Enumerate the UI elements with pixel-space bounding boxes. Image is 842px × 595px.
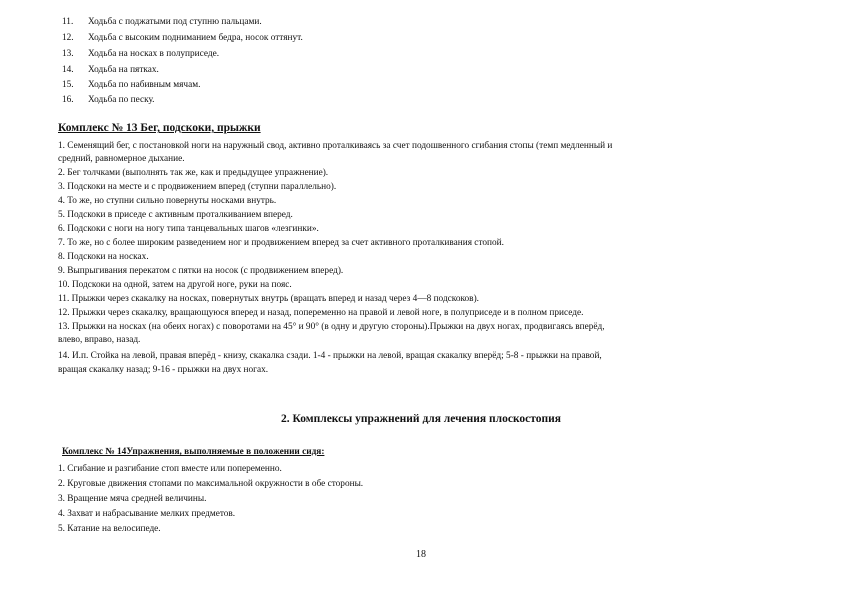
list-item: Ходьба на носках в полуприседе.	[88, 49, 220, 59]
complex-13-heading: Комплекс № 13 Бег, подскоки, прыжки	[58, 122, 261, 134]
list-item: 1. Сгибание и разгибание стоп вместе или попеременно.	[58, 464, 282, 474]
paragraph-line: 9. Выпрыгивания перекатом с пятки на носок (с продвижением вперед).	[58, 266, 344, 276]
paragraph-line: 2. Бег толчками (выполнять так же, как и предыдущее упражнение).	[58, 168, 329, 178]
paragraph-line: средний, равномерное дыхание.	[58, 154, 185, 164]
paragraph-line: 12. Прыжки через скакалку, вращающуюся вперед и назад, попеременно на правой и левой ноге, в полуприседе и в полном приседе.	[58, 308, 584, 318]
complex-14-heading: Комплекс № 14Упражнения, выполняемые в положении сидя:	[62, 447, 325, 457]
paragraph-line: 13. Прыжки на носках (на обеих ногах) с поворотами на 45° и 90° (в одну и другую стороны).Прыжки на двух ногах, продвигаясь вперёд,	[58, 322, 605, 332]
paragraph-line: 14. И.п. Стойка на левой, правая вперёд - книзу, скакалка сзади. 1-4 - прыжки на левой, вращая скакалку вперёд; 5-8 - прыжки на правой,	[58, 351, 602, 361]
list-item: 5. Катание на велосипеде.	[58, 524, 161, 534]
paragraph-line: 3. Подскоки на месте и с продвижением вперед (ступни параллельно).	[58, 182, 337, 192]
list-item: Ходьба с поджатыми под ступню пальцами.	[88, 17, 262, 27]
paragraph-line: 4. То же, но ступни сильно повернуты носками внутрь.	[58, 196, 277, 206]
list-item: 2. Круговые движения стопами по максимальной окружности в обе стороны.	[58, 479, 364, 489]
list-item: Ходьба на пятках.	[88, 65, 159, 75]
paragraph-line: 6. Подскоки с ноги на ногу типа танцевальных шагов «лезгинки».	[58, 224, 319, 234]
paragraph-line: вращая скакалку назад; 9-16 - прыжки на двух ногах.	[58, 365, 269, 375]
list-number: 13.	[62, 49, 74, 59]
list-number: 15.	[62, 80, 74, 90]
paragraph-line: 11. Прыжки через скакалку на носках, повернутых внутрь (вращать вперед и назад через 4—8 подскоков).	[58, 294, 479, 304]
list-item: 3. Вращение мяча средней величины.	[58, 494, 207, 504]
list-number: 16.	[62, 95, 74, 105]
paragraph-line: 7. То же, но с более широким разведением ног и продвижением вперед за счет активного проталкивания стопой.	[58, 238, 504, 248]
list-item: Ходьба по набивным мячам.	[88, 80, 201, 90]
list-item: Ходьба по песку.	[88, 95, 155, 105]
section-2-heading: 2. Комплексы упражнений для лечения плоскостопия	[280, 413, 561, 425]
page-number: 18	[416, 549, 426, 560]
list-number: 12.	[62, 33, 74, 43]
list-item: Ходьба с высоким подниманием бедра, носок оттянут.	[88, 33, 303, 43]
list-item: 4. Захват и набрасывание мелких предметов.	[58, 509, 236, 519]
paragraph-line: 10. Подскоки на одной, затем на другой ноге, руки на пояс.	[58, 280, 292, 290]
list-number: 14.	[62, 65, 74, 75]
paragraph-line: 1. Семенящий бег, с постановкой ноги на наружный свод, активно проталкиваясь за счет подошвенного сгибания стопы (темп медленный и	[58, 141, 613, 151]
paragraph-line: влево, вправо, назад.	[58, 335, 141, 345]
list-number: 11.	[62, 17, 74, 27]
paragraph-line: 5. Подскоки в приседе с активным проталкиванием вперед.	[58, 210, 293, 220]
paragraph-line: 8. Подскоки на носках.	[58, 252, 149, 262]
